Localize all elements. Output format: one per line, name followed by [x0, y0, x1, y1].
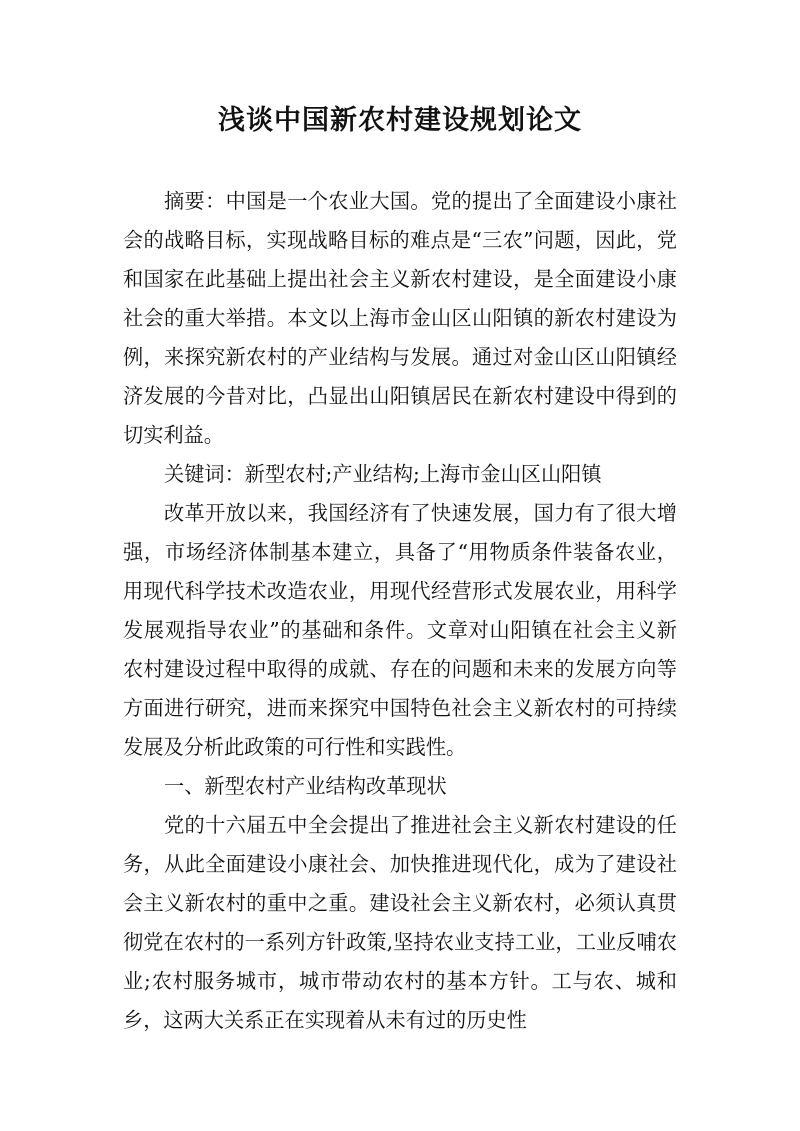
keywords-paragraph: 关键词：新型农村;产业结构;上海市金山区山阳镇: [164, 462, 602, 486]
abstract-paragraph: 摘要：中国是一个农业大国。党的提出了全面建设小康社会的战略目标，实现战略目标的难点是“三农”问题，因此，党和国家在此基础上提出社会主义新农村建设，是全面建设小康社会的重大举措。本文以上海市金山区山阳镇的新农村建设为例，来探究新农村的产业结构与发展。通过对金山区山阳镇经济发展的今昔对比，凸显出山阳镇居民在新农村建设中得到的切实利益。: [123, 189, 677, 447]
intro-paragraph: 改革开放以来，我国经济有了快速发展，国力有了很大增强，市场经济体制基本建立，具备了“用物质条件装备农业，用现代科学技术改造农业，用现代经营形式发展农业，用科学发展观指导农业”的基础和条件。文章对山阳镇在社会主义新农村建设过程中取得的成就、存在的问题和未来的发展方向等方面进行研究，进而来探究中国特色社会主义新农村的可持续发展及分析此政策的可行性和实践性。: [123, 501, 677, 759]
section-heading: 一、新型农村产业结构改革现状: [164, 774, 447, 798]
section-paragraph: 党的十六届五中全会提出了推进社会主义新农村建设的任务，从此全面建设小康社会、加快推进现代化，成为了建设社会主义新农村的重中之重。建设社会主义新农村，必须认真贯彻党在农村的一系列方针政策,坚持农业支持工业，工业反哺农业;农村服务城市，城市带动农村的基本方针。工与农、城和乡，这两大关系正在实现着从未有过的历史性: [123, 813, 677, 1032]
document-body: [123, 182, 677, 1040]
document-title: 浅谈中国新农村建设规划论文: [218, 105, 582, 136]
